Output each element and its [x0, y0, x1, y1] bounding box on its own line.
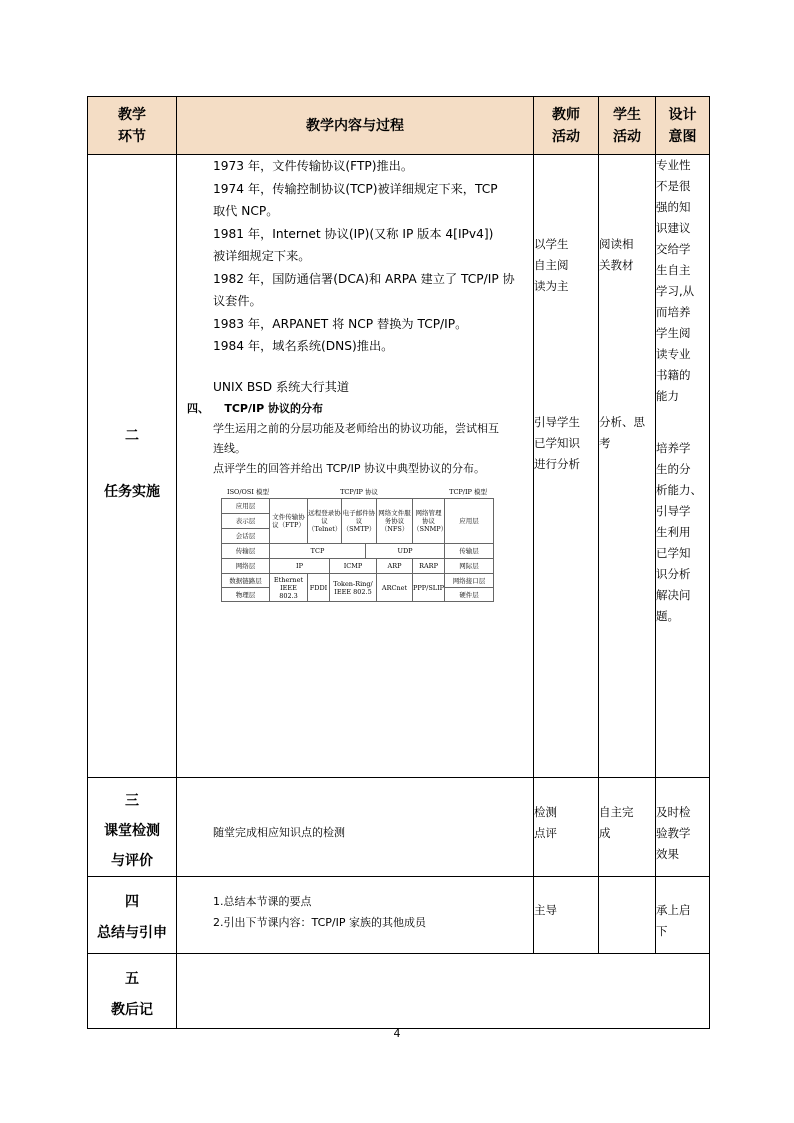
osi-sess: 会话层 — [222, 529, 270, 544]
header-intent: 设计 意图 — [656, 97, 710, 155]
osi-app: 应用层 — [222, 499, 270, 514]
history-line: 议套件。 — [213, 294, 262, 308]
osi-link: 数据链路层 — [222, 574, 270, 588]
tcpip-protocol-diagram — [221, 487, 493, 602]
protocol-table — [221, 498, 494, 602]
proto-icmp: ICMP — [330, 559, 377, 574]
test-intent: 及时检 验教学 效果 — [656, 778, 710, 877]
after-notes — [177, 954, 710, 1029]
diagram-head-protocols: TCP/IP 协议 — [340, 488, 378, 496]
summary-segment: 四 总结与引申 — [88, 877, 177, 954]
section4-heading: 四、 TCP/IP 协议的分布 — [187, 402, 323, 415]
summary-student — [599, 877, 656, 954]
task-segment-number: 二 — [125, 428, 139, 444]
test-content: 随堂完成相应知识点的检测 — [177, 778, 534, 877]
osi-pres: 表示层 — [222, 514, 270, 529]
header-stage: 教学 环节 — [88, 97, 177, 155]
header-student: 学生 活动 — [599, 97, 656, 155]
after-row — [88, 954, 710, 1029]
proto-token-ring: Token-Ring/ IEEE 802.5 — [330, 574, 377, 602]
para1-line: 连线。 — [213, 442, 246, 455]
history-line: 1974 年，传输控制协议(TCP)被详细规定下来，TCP — [213, 181, 498, 196]
history-line: 1983 年，ARPANET 将 NCP 替换为 TCP/IP。 — [213, 316, 468, 331]
after-segment: 五 教后记 — [88, 954, 177, 1029]
summary-row — [88, 877, 710, 954]
proto-udp: UDP — [366, 544, 445, 559]
diagram-head-tcpip: TCP/IP 模型 — [449, 488, 487, 496]
proto-arcnet: ARCnet — [377, 574, 413, 602]
osi-net: 网络层 — [222, 559, 270, 574]
proto-fddi: FDDI — [308, 574, 330, 602]
header-row — [88, 97, 710, 155]
page-number: 4 — [393, 1027, 401, 1040]
osi-phys: 物理层 — [222, 588, 270, 602]
test-student: 自主完 成 — [599, 778, 656, 877]
summary-intent: 承上启 下 — [656, 877, 710, 954]
history-line: 1984 年，域名系统(DNS)推出。 — [213, 339, 394, 353]
tcpip-trans: 传输层 — [445, 544, 494, 559]
unix-line: UNIX BSD 系统大行其道 — [213, 379, 350, 394]
tcpip-hardware: 硬件层 — [445, 588, 494, 602]
task-content — [177, 155, 534, 778]
proto-telnet: 远程登录协议（Telnet） — [308, 499, 342, 544]
proto-tcp: TCP — [270, 544, 366, 559]
test-teacher: 检测 点评 — [534, 778, 599, 877]
para2-line: 点评学生的回答并给出 TCP/IP 协议中典型协议的分布。 — [213, 462, 485, 475]
para1-line: 学生运用之前的分层功能及老师给出的协议功能，尝试相互 — [213, 422, 499, 435]
history-line: 取代 NCP。 — [213, 204, 279, 218]
tcpip-interface: 网络接口层 — [445, 574, 494, 588]
task-teacher: 以学生 自主阅 读为主 引导学生 已学知识 进行分析 — [534, 155, 599, 778]
header-content: 教学内容与过程 — [177, 97, 534, 155]
tcpip-net: 网际层 — [445, 559, 494, 574]
proto-ethernet: Ethernet IEEE 802.3 — [270, 574, 308, 602]
proto-nfs: 网络文件服务协议（NFS） — [377, 499, 413, 544]
tcpip-app: 应用层 — [445, 499, 494, 544]
task-segment-title: 任务实施 — [104, 484, 160, 500]
history-line: 1973 年，文件传输协议(FTP)推出。 — [213, 159, 414, 173]
proto-snmp: 网络管理协议（SNMP） — [413, 499, 445, 544]
header-teacher: 教师 活动 — [534, 97, 599, 155]
history-line: 1982 年，国防通信署(DCA)和 ARPA 建立了 TCP/IP 协 — [213, 271, 515, 286]
proto-arp: ARP — [377, 559, 413, 574]
task-student: 阅读相 关教材 分析、思 考 — [599, 155, 656, 778]
task-segment — [88, 155, 177, 778]
osi-trans: 传输层 — [222, 544, 270, 559]
task-row — [88, 155, 710, 778]
proto-ppp: PPP/SLIP — [413, 574, 445, 602]
test-row — [88, 778, 710, 877]
proto-ftp: 文件传输协议（FTP） — [270, 499, 308, 544]
diagram-head-osi: ISO/OSI 模型 — [227, 488, 269, 496]
proto-ip: IP — [270, 559, 330, 574]
history-line: 被详细规定下来。 — [213, 249, 311, 263]
summary-content: 1.总结本节课的要点 2.引出下节课内容：TCP/IP 家族的其他成员 — [177, 877, 534, 954]
test-segment: 三 课堂检测 与评价 — [88, 778, 177, 877]
proto-rarp: RARP — [413, 559, 445, 574]
task-intent: 专业性 不是很 强的知 识建议 交给学 生自主 学习,从 而培养 学生阅 读专业 书籍的 能力 培养学 生的分 析能力、 引导学 生利用 已学知 识分析 解决问 题。 — [656, 155, 710, 778]
summary-teacher: 主导 — [534, 877, 599, 954]
lesson-plan-table — [87, 96, 710, 1029]
history-line: 1981 年，Internet 协议(IP)(又称 IP 版本 4[IPv4]) — [213, 226, 494, 241]
proto-smtp: 电子邮件协议（SMTP） — [342, 499, 377, 544]
